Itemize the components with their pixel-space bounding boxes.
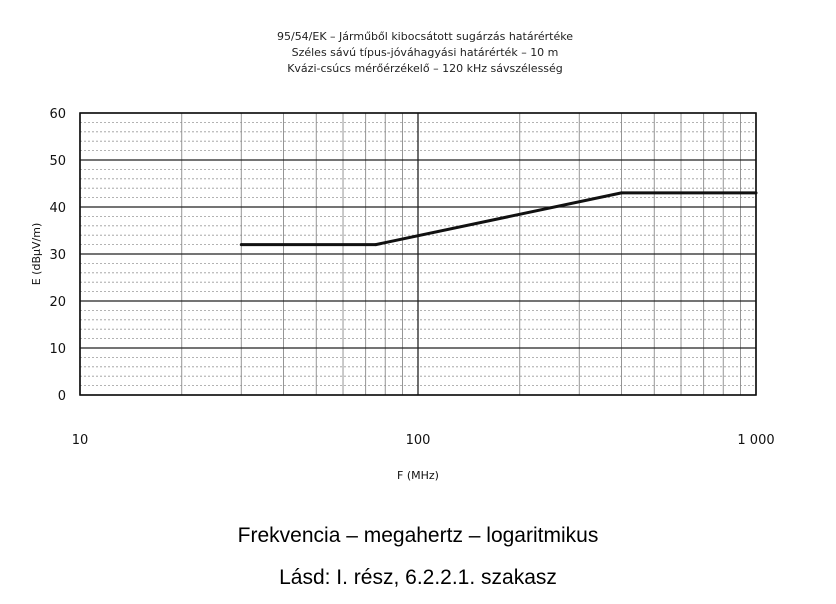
chart-subtitle-line: Széles sávú típus-jóváhagyási határérték – 10 m — [291, 46, 559, 59]
x-tick-label: 100 — [405, 433, 431, 448]
limit-line — [241, 193, 756, 245]
y-axis-title: E (dBµV/m) — [30, 222, 43, 286]
chart-title-line: 95/54/EK – Járműből kibocsátott sugárzás határértéke — [276, 30, 573, 43]
y-tick-label: 10 — [49, 342, 66, 357]
y-tick-label: 20 — [49, 295, 66, 310]
y-tick-label: 0 — [57, 389, 66, 404]
limit-line-point — [374, 243, 377, 246]
y-tick-label: 30 — [49, 248, 66, 263]
limit-line-point — [620, 191, 623, 194]
x-axis-title: F (MHz) — [397, 469, 439, 482]
x-tick-label: 10 — [71, 433, 89, 448]
limit-line-point — [240, 243, 243, 246]
caption-reference: Lásd: I. rész, 6.2.2.1. szakasz — [279, 566, 557, 589]
caption-frequency: Frekvencia – megahertz – logaritmikus — [237, 524, 599, 547]
y-tick-label: 60 — [49, 107, 66, 122]
y-tick-label: 40 — [49, 201, 66, 216]
y-tick-label: 50 — [49, 154, 66, 169]
x-tick-label: 1 000 — [737, 433, 775, 448]
chart-subtitle-line: Kvázi-csúcs mérőérzékelő – 120 kHz sávszélesség — [287, 62, 563, 75]
limit-line-point — [755, 191, 758, 194]
